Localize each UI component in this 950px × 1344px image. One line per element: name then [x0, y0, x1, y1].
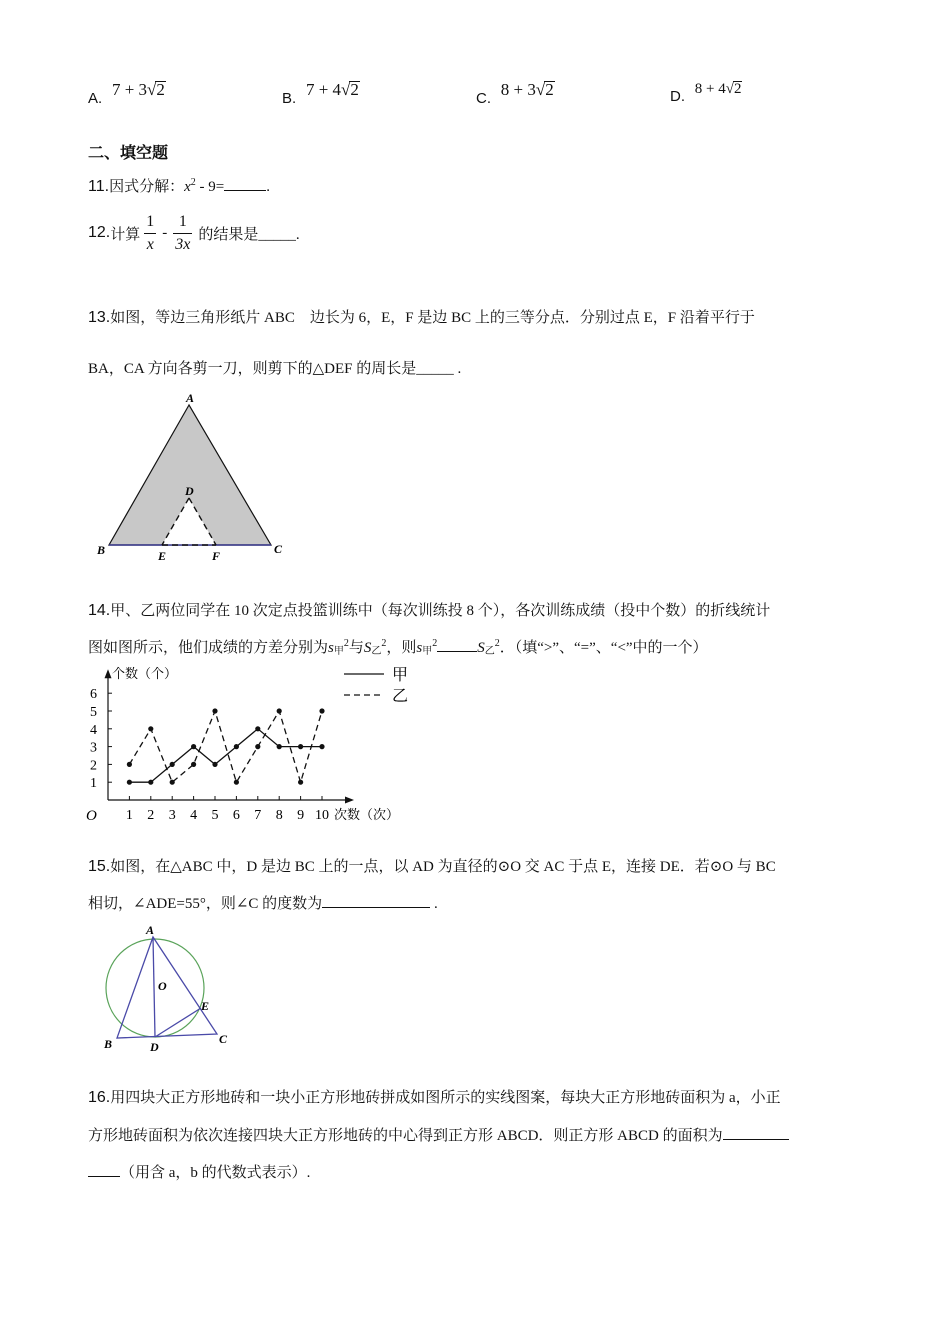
x-tick-label: 4 — [190, 808, 198, 823]
question-text: . — [430, 896, 438, 912]
question-text: 方形地砖面积为依次连接四块大正方形地砖的中心得到正方形 ABCD．则正方形 ABCD 的面积为 — [88, 1128, 723, 1144]
option-c — [476, 80, 555, 108]
x-tick-label: 2 — [147, 808, 155, 823]
question-text: 用四块大正方形地砖和一块小正方形地砖拼成如图所示的实线图案，每块大正方形地砖面积为 a，小正 — [110, 1090, 781, 1106]
label-e: E — [201, 999, 210, 1013]
answer-blank[interactable] — [322, 893, 430, 908]
question-11 — [88, 175, 270, 196]
legend-label: 甲 — [392, 667, 409, 684]
option-letter: D. — [670, 88, 685, 105]
question-text: （用含 a，b 的代数式表示）. — [120, 1165, 311, 1181]
question-text: - 9= — [195, 179, 225, 195]
circle-figure — [95, 920, 245, 1060]
question-text: 如图，在△ABC 中，D 是边 BC 上的一点，以 AD 为直径的⊙O 交 AC 于点 E，连接 DE．若⊙O 与 BC — [110, 859, 776, 875]
chart-series — [127, 708, 325, 784]
question-text: ，则 — [386, 640, 417, 656]
series-line-1 — [129, 729, 322, 782]
x-axis-label: 次数（次） — [334, 807, 400, 822]
math-subscript: 甲 — [333, 646, 344, 657]
fraction-denominator: 3x — [175, 235, 191, 253]
math-exponent: 2 — [494, 638, 500, 649]
x-tick-label: 8 — [275, 808, 283, 823]
option-expression-part: 7 + 3 — [111, 80, 148, 99]
data-point — [277, 744, 282, 749]
math-exponent: 2 — [432, 638, 438, 649]
question-14-line-1 — [88, 599, 770, 620]
chart-legend — [344, 666, 408, 705]
math-var: S — [363, 640, 372, 656]
question-number: 13. — [88, 309, 111, 326]
data-point — [170, 762, 175, 767]
question-12 — [88, 208, 300, 258]
data-point — [191, 762, 196, 767]
data-point — [298, 744, 303, 749]
section-title: 二、填空题 — [88, 145, 169, 162]
data-point — [234, 780, 239, 785]
fraction-numerator: 1 — [144, 213, 156, 234]
label-c: C — [274, 542, 283, 556]
question-number: 11. — [88, 178, 110, 195]
question-15-line-1 — [88, 855, 776, 876]
option-expression-part: 7 + 4 — [305, 80, 342, 99]
label-o: O — [158, 979, 167, 993]
y-tick-label: 5 — [90, 705, 97, 720]
question-16-line-2 — [88, 1124, 789, 1145]
label-b: B — [104, 1037, 113, 1051]
option-letter: C. — [476, 90, 491, 107]
y-tick-label: 1 — [90, 776, 97, 792]
option-expression: 7 + 3√2 — [111, 80, 165, 99]
data-point — [212, 708, 217, 713]
question-text: 的结果是_____. — [198, 226, 300, 243]
question-15-line-2 — [88, 892, 438, 913]
fraction-denominator: x — [146, 235, 154, 253]
question-text: 计算 — [110, 226, 141, 243]
question-number: 12. — [88, 224, 111, 241]
question-text: 与 — [348, 640, 364, 656]
question-13-line-2: BA，CA 方向各剪一刀，则剪下的△DEF 的周长是_____ . — [88, 361, 462, 377]
label-a: A — [146, 923, 155, 937]
data-point — [255, 726, 260, 731]
y-tick-label: 4 — [90, 722, 97, 738]
segment-ad — [153, 937, 155, 1037]
fraction-numerator: 1 — [173, 213, 192, 234]
y-axis-arrow — [105, 669, 112, 678]
math-subscript: 乙 — [484, 646, 495, 657]
question-16-line-3 — [88, 1161, 310, 1182]
math-var: x — [184, 179, 191, 195]
origin-label: O — [86, 808, 97, 824]
question-text: 因式分解： — [109, 179, 185, 195]
data-point — [212, 762, 217, 767]
question-text: 相切，∠ADE=55°，则∠C 的度数为 — [88, 896, 323, 912]
y-tick-label: 3 — [90, 740, 97, 756]
x-tick-label: 3 — [168, 808, 176, 823]
question-text: 图如图所示，他们成绩的方差分别为 — [88, 640, 329, 656]
option-a — [88, 80, 166, 108]
x-tick-label: 7 — [254, 808, 262, 823]
x-axis-arrow — [345, 797, 354, 804]
question-14-line-2 — [88, 636, 708, 657]
data-point — [319, 744, 324, 749]
question-text: 如图，等边三角形纸片 ABC 边长为 6，E，F 是边 BC 上的三等分点．分别过点 E，F 沿着平行于 — [110, 310, 755, 326]
fraction — [173, 213, 192, 254]
option-d — [670, 81, 742, 106]
math-var: s — [416, 640, 423, 656]
line-chart — [82, 662, 422, 827]
label-c: C — [219, 1032, 228, 1046]
question-number: 16. — [88, 1089, 111, 1106]
math-exponent: 2 — [343, 638, 349, 649]
data-point — [191, 744, 196, 749]
chart-axes — [86, 666, 399, 824]
segment-de — [155, 1008, 201, 1037]
data-point — [127, 780, 132, 785]
option-letter: B. — [282, 90, 297, 107]
option-expression-part: 8 + 3 — [500, 80, 536, 99]
x-tick-label: 5 — [211, 808, 219, 823]
math-operator: - — [162, 224, 168, 241]
option-radicand: 2 — [156, 80, 165, 99]
answer-blank[interactable] — [224, 176, 266, 191]
y-axis-label: 个数（个） — [112, 666, 178, 681]
option-radicand: 2 — [350, 80, 359, 99]
x-tick-label: 6 — [232, 808, 240, 823]
question-text: . — [266, 179, 270, 195]
math-exponent: 2 — [381, 638, 387, 649]
option-radicand: 2 — [733, 81, 742, 97]
triangle-abc — [117, 937, 217, 1038]
label-f: F — [212, 549, 221, 563]
label-e: E — [158, 549, 167, 563]
math-subscript: 乙 — [371, 646, 382, 657]
triangle-figure — [88, 388, 298, 568]
data-point — [255, 744, 260, 749]
data-point — [148, 780, 153, 785]
question-number: 14. — [88, 602, 111, 619]
data-point — [319, 708, 324, 713]
label-b: B — [97, 543, 106, 557]
y-tick-label: 2 — [90, 758, 97, 774]
data-point — [277, 708, 282, 713]
label-d: D — [150, 1040, 159, 1054]
option-letter: A. — [88, 90, 103, 107]
x-tick-label: 1 — [125, 808, 133, 823]
option-expression: 8 + 4√2 — [694, 81, 742, 97]
answer-blank[interactable] — [437, 637, 477, 652]
data-point — [148, 726, 153, 731]
question-16-line-1 — [88, 1086, 781, 1107]
option-radicand: 2 — [545, 80, 554, 99]
label-a: A — [186, 391, 195, 405]
option-b — [282, 80, 360, 108]
data-point — [127, 762, 132, 767]
option-expression-part: 8 + 4 — [694, 81, 726, 97]
data-point — [298, 780, 303, 785]
math-exponent: 2 — [190, 177, 196, 188]
math-subscript: 甲 — [422, 646, 433, 657]
data-point — [170, 780, 175, 785]
math-var: S — [477, 640, 485, 656]
question-13-line-1 — [88, 306, 755, 327]
option-expression: 7 + 4√2 — [305, 80, 359, 99]
math-var: s — [328, 640, 334, 656]
question-text: 甲、乙两位同学在 10 次定点投篮训练中（每次训练投 8 个），各次训练成绩（投中个数）的折线统计 — [110, 603, 771, 619]
y-tick-label: 6 — [90, 687, 97, 703]
question-text: ．（填“>”、“=”、“<”中的一个） — [499, 640, 708, 656]
option-expression: 8 + 3√2 — [500, 80, 554, 99]
fraction — [144, 213, 156, 254]
legend-label: 乙 — [392, 688, 409, 705]
data-point — [234, 744, 239, 749]
answer-blank-continued[interactable] — [88, 1162, 120, 1177]
question-number: 15. — [88, 858, 111, 875]
answer-blank[interactable] — [723, 1125, 789, 1140]
x-tick-label: 10 — [315, 808, 329, 823]
label-d: D — [185, 484, 194, 498]
x-tick-label: 9 — [297, 808, 305, 823]
